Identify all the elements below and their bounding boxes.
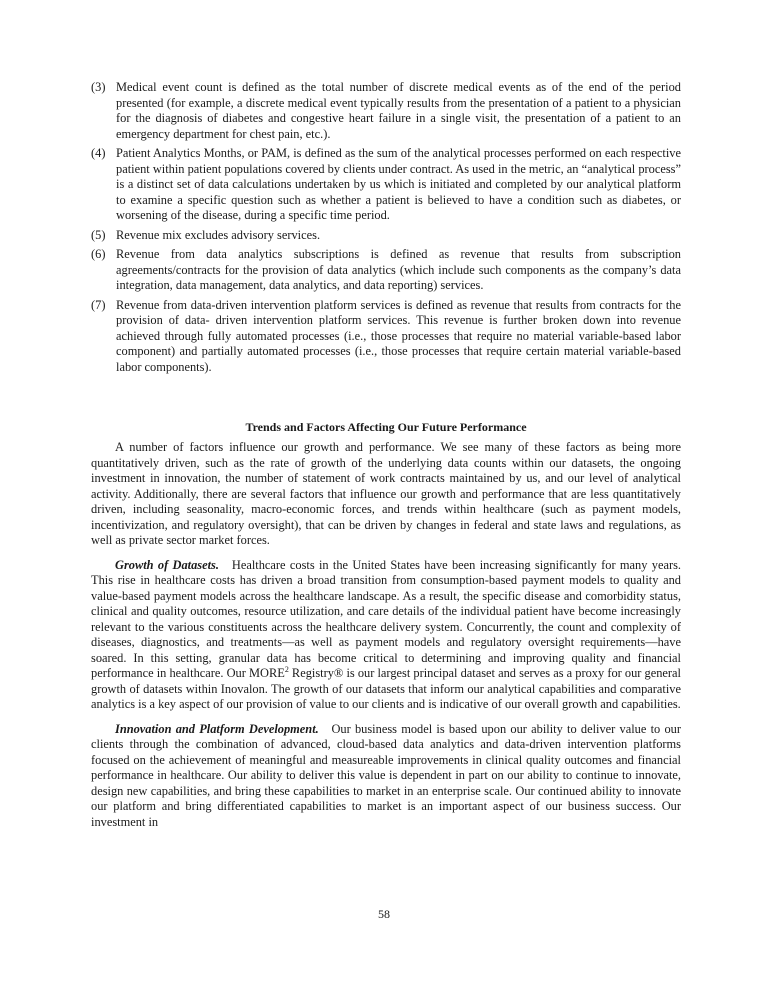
footnote-number: (3)	[91, 80, 106, 94]
footnote-number: (4)	[91, 146, 106, 160]
paragraph-text: Healthcare costs in the United States have been increasing significantly for many years. This rise in healthcare costs has driven a broad transition from consumption-based payment models to quality and value-based payment models across the healthcare landscape. As a result, the specific disease and comorbidity status, clinical and quality outcomes, resource utilization, and care details of the individual patient have become increasingly relevant to the various constituents across the healthcare delivery system. Concurrently, the count and complexity of diseases, diagnostics, and treatments—as well as payment models and regulatory oversight requirements—have soared. In this setting, granular data has become critical to determining and improving quality and financial performance in healthcare. Our MORE	[91, 557, 681, 680]
footnote-text: Patient Analytics Months, or PAM, is defined as the sum of the analytical processes performed on each respective patient within patient populations covered by clients under contract. As used in the metric, an “analytical process” is a distinct set of data calculations undertaken by us which is initiated and completed by our analytical platform to examine a specific question such as whether a patient is believed to have a condition such as diabetes, or worsening of the disease, during a specific time period.	[116, 146, 681, 222]
superscript: 2	[284, 665, 289, 674]
paragraph-text: Our business model is based upon our ability to deliver value to our clients through the combination of advanced, cloud-based data analytics and data-driven intervention platforms focused on the achievement of meaningful and measureable improvements in clinical quality outcomes and financial performance in healthcare. Our ability to deliver this value is dependent in part on our ability to continue to innovate, design new capabilities, and bring these capabilities to market in an enterprise scale. Our continued ability to innovate our platform and bring differentiated capabilities to market is an important aspect of our business success. Our investment in	[91, 721, 682, 829]
innovation-paragraph	[91, 722, 681, 831]
footnotes-list	[91, 80, 681, 379]
footnote	[91, 80, 681, 142]
paragraph-lead-in: Growth of Datasets.	[115, 557, 219, 572]
footnote	[91, 298, 681, 376]
page-number: 58	[378, 907, 390, 921]
footnote-text: Revenue from data-driven intervention platform services is defined as revenue that results from contracts for the provision of data- driven intervention platform services. This revenue is further broken down into revenue achieved through fully automated processes (i.e., those processes that require no material variable-based labor component) and partially automated processes (i.e., those processes that require certain material variable-based labor components).	[116, 297, 681, 374]
intro-paragraph: A number of factors influence our growth and performance. We see many of these factors as being more quantitatively driven, such as the rate of growth of the underlying data counts within our datasets, the ongoing investment in innovation, the number of statement of work contracts maintained by us, and our level of analytical activity. Additionally, there are several factors that influence our growth and performance that are less quantitatively driven, including seasonality, macro-economic forces, and trends within healthcare (such as payment models, incentivization, and regulatory oversight), that can be driven by changes in federal and state laws and regulations, as well as private sector market forces.	[91, 440, 681, 547]
footnote	[91, 228, 681, 244]
section-body	[91, 440, 681, 839]
footnote-text: Revenue mix excludes advisory services.	[116, 227, 321, 242]
paragraph-lead-in: Innovation and Platform Development.	[115, 721, 319, 736]
growth-of-datasets-paragraph	[91, 558, 681, 713]
footnote-number: (6)	[91, 247, 106, 261]
paragraph-text-continued: Registry® is our largest principal dataset and serves as a proxy for our general growth of datasets within Inovalon. The growth of our datasets that inform our analytical capabilities and comparative analytics is a key aspect of our provision of value to our clients and is indicative of our overall growth and capabilities.	[91, 666, 681, 711]
footnote-number: (5)	[91, 227, 106, 242]
footnote-text: Revenue from data analytics subscriptions is defined as revenue that results from subscription agreements/contracts for the provision of data analytics (which include such components as the company’s data integration, data management, data analytics, and data reporting) services.	[116, 247, 681, 292]
footnote	[91, 146, 681, 224]
footnote-text: Medical event count is defined as the total number of discrete medical events as of the end of the period presented (for example, a discrete medical event typically results from the presentation of a patient to a physician for the diagnosis of diabetes and congestive heart failure in a single visit, the presentation of a patient to an emergency department for chest pain, etc.).	[116, 80, 681, 141]
footnote	[91, 247, 681, 294]
footnote-number: (7)	[91, 297, 106, 312]
section-heading: Trends and Factors Affecting Our Future Performance	[245, 420, 527, 434]
